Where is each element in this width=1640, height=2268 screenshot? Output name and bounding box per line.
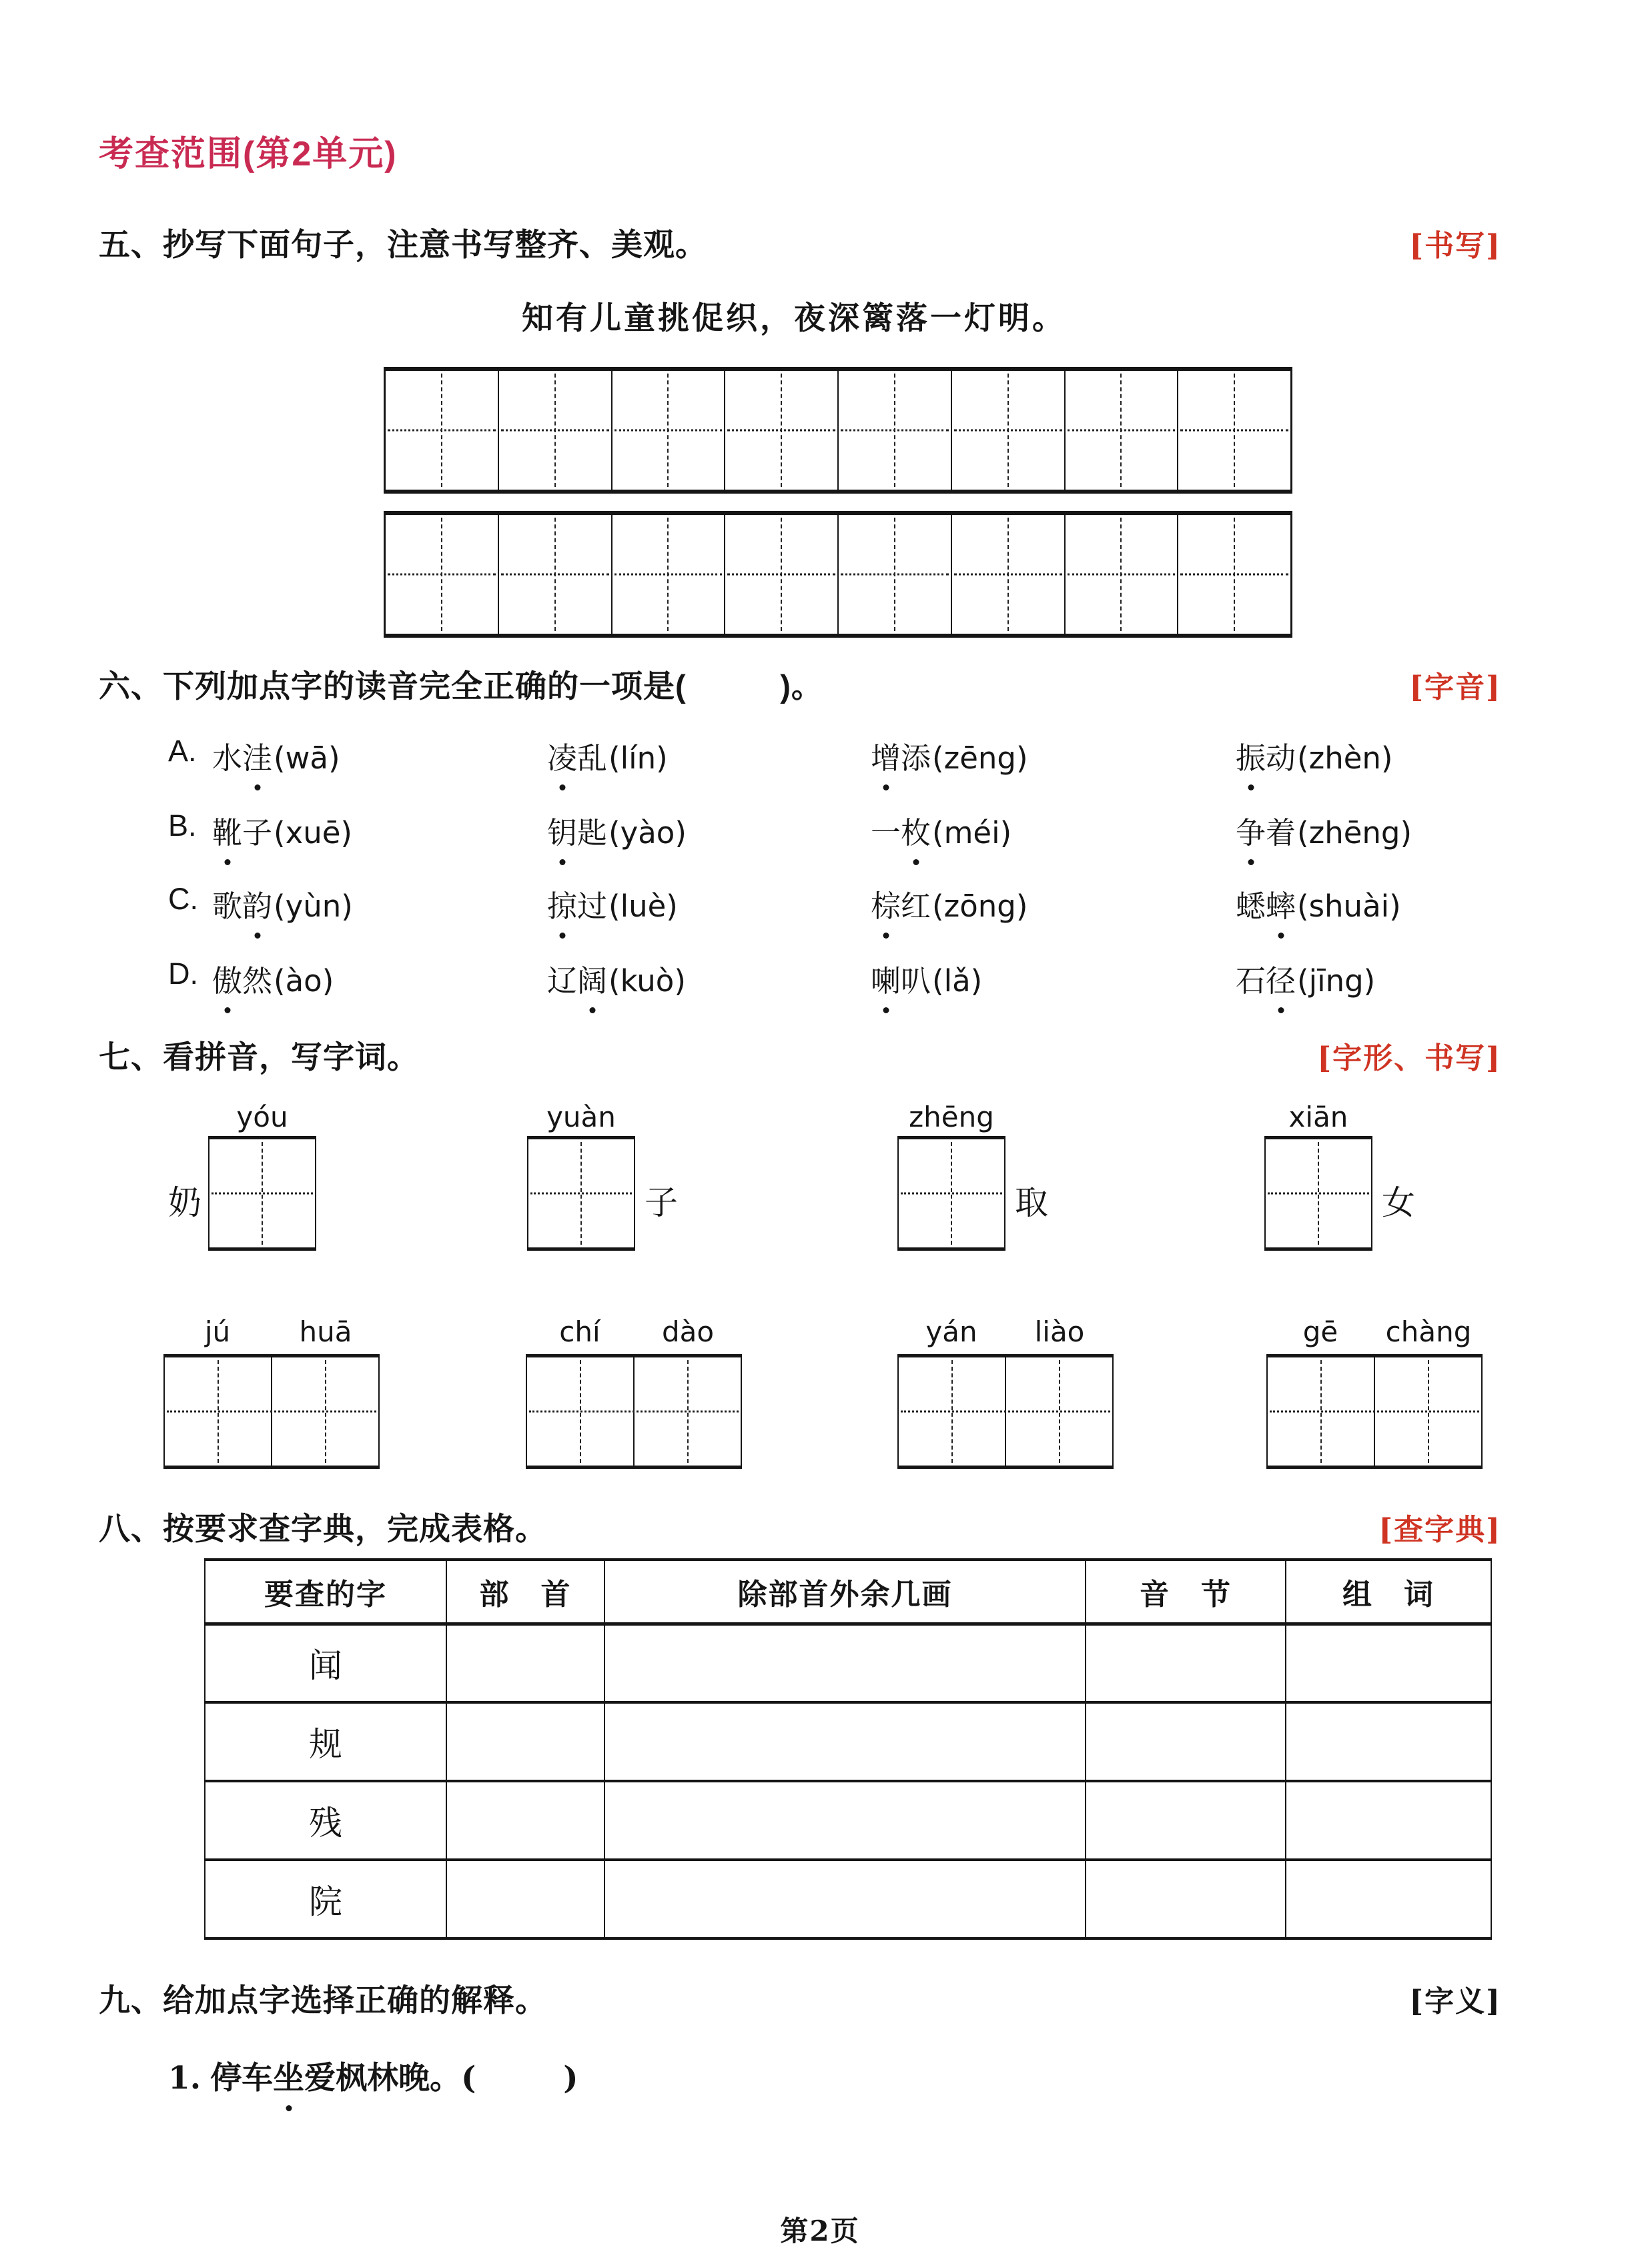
character: 石 [1236, 964, 1266, 998]
pinyin-label: chí [559, 1315, 600, 1348]
option-letter: B. [168, 808, 197, 842]
character: 停 [210, 2060, 242, 2097]
dotted-character: 钥 [547, 808, 577, 852]
pinyin-label: yuàn [546, 1100, 616, 1133]
dotted-character: 靴 [212, 808, 242, 852]
pinyin-annotation: (zōng) [932, 889, 1028, 924]
pinyin-label: yóu [236, 1100, 288, 1133]
pinyin-label: jú [204, 1315, 231, 1348]
character: 动 [1266, 741, 1296, 775]
character: 叭 [901, 964, 931, 998]
pinyin-annotation: (lín) [608, 740, 668, 776]
character: 添 [901, 741, 931, 775]
section9-heading: 九、给加点字选择正确的解释。 [99, 1982, 547, 2018]
pinyin-annotation: (luè) [608, 889, 678, 924]
pinyin-annotation: (yào) [608, 815, 687, 851]
dotted-character: 洼 [242, 734, 272, 777]
pinyin-annotation: (jīng) [1297, 963, 1376, 999]
page-title: 考查范围(第2单元) [99, 135, 398, 173]
given-character: 子 [645, 1183, 678, 1222]
dotted-character: 蟀 [1266, 882, 1296, 925]
section6-scope-tag: [字音] [1409, 670, 1501, 704]
given-character: 取 [1015, 1183, 1048, 1222]
pinyin-label: zhēng [909, 1100, 994, 1133]
character: 。 [430, 2060, 462, 2097]
table-header-cell: 除部首外余几画 [604, 1560, 1086, 1624]
lookup-character: 规 [205, 1702, 446, 1781]
pinyin-label: liào [1034, 1315, 1085, 1348]
dotted-character: 枚 [901, 808, 931, 852]
section5-scope-tag: [书写] [1409, 229, 1501, 263]
pinyin-annotation: (zhèn) [1297, 740, 1393, 776]
item-number: 1. [168, 2060, 201, 2097]
character: 爱 [304, 2060, 336, 2097]
option-letter: A. [168, 734, 197, 768]
dotted-character: 凌 [547, 734, 577, 777]
table-header-cell: 组 词 [1286, 1560, 1491, 1624]
character: 辽 [547, 964, 578, 998]
pinyin-label: huā [299, 1315, 352, 1348]
character: 水 [212, 741, 243, 775]
character: 晚 [398, 2060, 430, 2097]
option-letter: D. [168, 957, 198, 991]
copy-sentence: 知有儿童挑促织，夜深篱落一灯明。 [522, 300, 1066, 337]
character: 车 [242, 2060, 274, 2097]
table-header-cell: 音 节 [1086, 1560, 1286, 1624]
table-header-cell: 部 首 [446, 1560, 604, 1624]
dotted-character: 傲 [212, 957, 242, 1000]
lookup-character: 院 [205, 1860, 446, 1938]
table-header-cell: 要查的字 [205, 1560, 446, 1624]
dotted-character: 喇 [871, 957, 901, 1000]
given-character: 奶 [168, 1183, 201, 1222]
character: 红 [901, 889, 931, 923]
character: 然 [242, 964, 273, 998]
pinyin-annotation: (méi) [932, 815, 1012, 851]
dotted-character: 径 [1266, 957, 1296, 1000]
section9-scope-tag: [字义] [1409, 1985, 1501, 2019]
character: 子 [242, 816, 273, 850]
section7-heading: 七、看拼音，写字词。 [99, 1039, 419, 1075]
option-letter: C. [168, 882, 198, 916]
dotted-character: 掠 [547, 882, 577, 925]
pinyin-annotation: (lǎ) [932, 963, 983, 999]
pinyin-annotation: (ào) [274, 963, 334, 999]
dotted-character: 增 [871, 734, 901, 777]
section6-heading: 六、下列加点字的读音完全正确的一项是( )。 [99, 668, 823, 704]
character: 歌 [212, 889, 243, 923]
page-number: 第2页 [780, 2215, 860, 2247]
character: 枫 [336, 2060, 368, 2097]
pinyin-label: yán [925, 1315, 977, 1348]
lookup-character: 闻 [205, 1624, 446, 1702]
dotted-character: 振 [1236, 734, 1266, 777]
section8-scope-tag: [查字典] [1378, 1513, 1501, 1547]
section8-heading: 八、按要求查字典，完成表格。 [99, 1511, 547, 1546]
pinyin-annotation: (shuài) [1297, 889, 1401, 924]
pinyin-annotation: (wā) [274, 740, 340, 776]
pinyin-annotation: (zēng) [932, 740, 1028, 776]
pinyin-label: chàng [1385, 1315, 1472, 1348]
section5-heading: 五、抄写下面句子，注意书写整齐、美观。 [99, 227, 707, 262]
pinyin-label: gē [1302, 1315, 1338, 1348]
character: 乱 [577, 741, 608, 775]
given-character: 女 [1382, 1183, 1415, 1222]
pinyin-annotation: (xuē) [274, 815, 352, 851]
pinyin-label: dào [661, 1315, 715, 1348]
meaning-item-1 [168, 2053, 578, 2098]
answer-blank[interactable]: ( ) [461, 2060, 578, 2097]
pinyin-annotation: (kuò) [608, 963, 686, 999]
character: 匙 [577, 816, 608, 850]
character: 林 [367, 2060, 399, 2097]
dotted-character: 争 [1236, 808, 1266, 852]
character: 过 [577, 889, 608, 923]
section7-scope-tag: [字形、书写] [1317, 1041, 1501, 1075]
dotted-character: 坐 [273, 2053, 304, 2098]
pinyin-label: xiān [1288, 1100, 1348, 1133]
lookup-character: 残 [205, 1781, 446, 1860]
dotted-character: 韵 [242, 882, 272, 925]
pinyin-annotation: (yùn) [274, 889, 353, 924]
character: 一 [871, 816, 901, 850]
dotted-character: 阔 [577, 957, 607, 1000]
pinyin-annotation: (zhēng) [1297, 815, 1412, 851]
dotted-character: 棕 [871, 882, 901, 925]
character: 着 [1266, 816, 1296, 850]
character: 蟋 [1236, 889, 1266, 923]
